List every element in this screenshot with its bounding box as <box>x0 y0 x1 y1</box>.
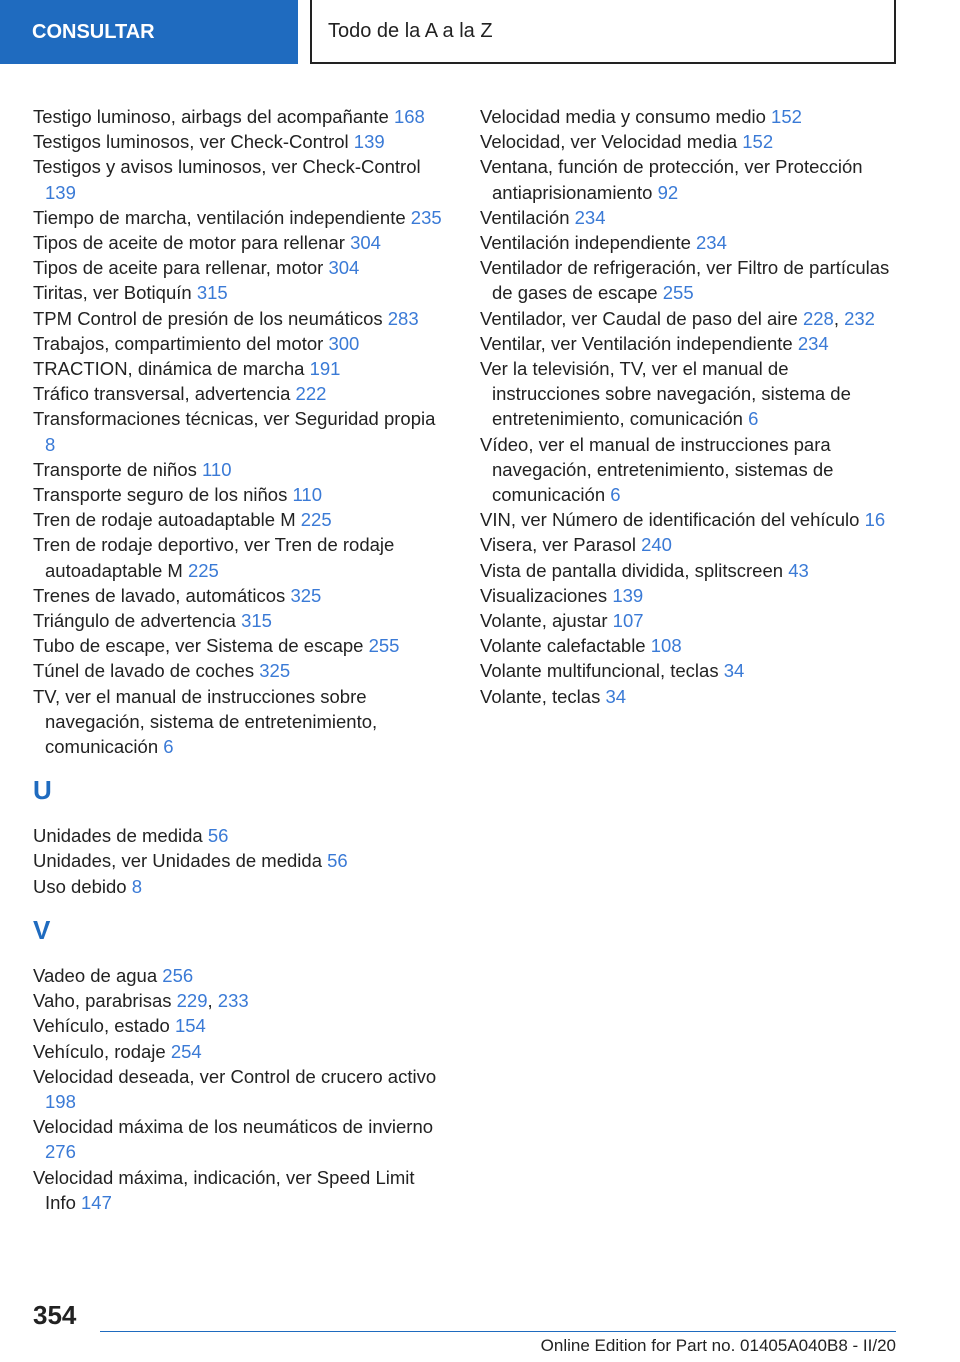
index-entry-text: Ventilador de refrigeración, ver Filtro de partículas de gases de escape <box>480 257 890 304</box>
index-entry <box>480 356 900 432</box>
index-entry <box>33 255 443 280</box>
page-reference-link[interactable]: 222 <box>295 383 327 405</box>
index-entry-text: Transporte de niños <box>33 458 197 480</box>
page-reference-link[interactable]: 168 <box>393 106 425 127</box>
index-list-v <box>33 963 443 1215</box>
page-reference-link[interactable]: 152 <box>771 106 802 127</box>
page-reference-link[interactable]: 240 <box>641 534 672 556</box>
page-reference-link[interactable]: 276 <box>45 1141 76 1163</box>
index-entry-text: Velocidad, ver Velocidad media <box>480 131 738 153</box>
index-entry-text: Tipos de aceite para rellenar, motor <box>33 257 324 279</box>
page-reference-link[interactable]: 6 <box>610 484 621 506</box>
index-entry <box>33 1114 443 1164</box>
page-reference-link[interactable]: 34 <box>605 685 627 707</box>
index-entry <box>480 583 900 608</box>
index-entry <box>33 104 443 129</box>
section-letter-u: U <box>33 775 52 806</box>
page-reference-link[interactable]: 56 <box>327 850 348 872</box>
index-entry-text: Volante, teclas <box>480 685 601 707</box>
page-reference-link[interactable]: 304 <box>350 232 381 254</box>
index-entry-text: VIN, ver Número de identificación del vehículo <box>480 509 860 531</box>
index-entry-text: Vista de pantalla dividida, splitscreen <box>480 559 784 581</box>
index-entry <box>33 331 443 356</box>
index-entry-text: Tipos de aceite de motor para rellenar <box>33 232 345 254</box>
index-entry <box>480 507 900 532</box>
index-entry <box>33 1039 443 1064</box>
index-entry-text: Velocidad media y consumo medio <box>480 106 766 127</box>
index-entry-text: Ventana, función de protección, ver Protección antiaprisionamiento <box>480 156 863 203</box>
index-entry <box>33 406 443 456</box>
index-entry-text: Ventilación <box>480 206 570 228</box>
index-entry <box>480 608 900 633</box>
page-reference-link[interactable]: 255 <box>368 635 400 657</box>
page-reference-link[interactable]: 139 <box>45 181 76 203</box>
page-reference-link[interactable]: 234 <box>696 232 727 254</box>
index-entry <box>33 129 443 154</box>
index-entry <box>33 205 443 230</box>
index-entry-text: Velocidad deseada, ver Control de crucero activo <box>33 1065 437 1087</box>
index-entry <box>33 507 443 532</box>
index-entry-text: TV, ver el manual de instrucciones sobre navegación, sistema de entretenimiento, comunicación <box>33 685 378 758</box>
index-entry-text: Visualizaciones <box>480 584 608 606</box>
index-entry-text: Volante multifuncional, teclas <box>480 660 719 682</box>
page-reference-link[interactable]: 254 <box>170 1040 202 1062</box>
index-entry <box>33 457 443 482</box>
index-entry-text: Vehículo, rodaje <box>33 1040 166 1062</box>
page-reference-link[interactable]: 43 <box>788 559 809 581</box>
index-entry-text: Tren de rodaje autoadaptable M <box>33 509 296 531</box>
index-entry <box>480 633 900 658</box>
page-reference-link[interactable]: 315 <box>241 610 272 632</box>
index-entry-text: Transporte seguro de los niños <box>33 484 288 506</box>
index-entry-text: Tiritas, ver Botiquín <box>33 282 192 304</box>
index-entry <box>33 482 443 507</box>
index-entry <box>480 205 900 230</box>
index-entry-text: Túnel de lavado de coches <box>33 660 255 682</box>
index-entry <box>480 658 900 683</box>
page-reference-link[interactable]: 235 <box>410 206 442 228</box>
index-entry <box>480 558 900 583</box>
page-reference-link[interactable]: 229 <box>176 990 208 1012</box>
page-reference-link[interactable]: 107 <box>612 610 644 632</box>
page-reference-link[interactable]: 283 <box>387 307 419 329</box>
index-entry <box>33 381 443 406</box>
index-entry <box>33 963 443 988</box>
index-entry-text: TRACTION, dinámica de marcha <box>33 358 305 380</box>
index-entry-text: Vadeo de agua <box>33 964 158 986</box>
index-entry-text: Tiempo de marcha, ventilación independiente <box>33 206 406 228</box>
page-reference-link[interactable]: 56 <box>207 825 229 847</box>
index-entry-text: Ventilar, ver Ventilación independiente <box>480 332 793 354</box>
edition-footer: Online Edition for Part no. 01405A040B8 - II/20 <box>540 1336 896 1355</box>
index-entry <box>33 306 443 331</box>
index-entry-text: Ventilador, ver Caudal de paso del aire <box>480 307 798 329</box>
index-entry-text: Testigos y avisos luminosos, ver Check-Control <box>33 156 421 178</box>
page-reference-link[interactable]: 304 <box>328 257 360 279</box>
index-entry <box>33 230 443 255</box>
page-reference-link[interactable]: 108 <box>650 635 682 657</box>
index-entry-text: Velocidad máxima, indicación, ver Speed Limit Info <box>33 1166 415 1213</box>
index-entry-text: Velocidad máxima de los neumáticos de invierno <box>33 1116 434 1138</box>
index-entry <box>33 874 443 899</box>
page-reference-link[interactable]: 228 <box>802 307 834 329</box>
index-entry <box>33 658 443 683</box>
page-reference-link[interactable]: 139 <box>353 131 385 153</box>
page-reference-link[interactable]: 16 <box>864 509 886 531</box>
index-list-u <box>33 823 443 899</box>
page-reference-link[interactable]: 255 <box>662 282 694 304</box>
index-entry-text: Trenes de lavado, automáticos <box>33 584 286 606</box>
page-reference-link[interactable]: 152 <box>742 131 774 153</box>
section-letter-v: V <box>33 914 51 945</box>
index-entry-text: Trabajos, compartimiento del motor <box>33 332 324 354</box>
index-entry <box>480 432 900 508</box>
index-entry <box>33 1064 443 1114</box>
index-entry <box>480 230 900 255</box>
page-reference-link[interactable]: 110 <box>292 484 322 506</box>
index-entry <box>33 848 443 873</box>
page-reference-link[interactable]: 232 <box>844 307 875 329</box>
index-entry-text: Tráfico transversal, advertencia <box>33 383 291 405</box>
page-reference-link[interactable]: 256 <box>162 964 194 986</box>
index-entry-text: Unidades de medida <box>33 825 203 847</box>
index-entry <box>480 129 900 154</box>
index-entry: Vaho, parabrisas 229, 233 <box>33 990 249 1012</box>
index-entry <box>33 684 443 760</box>
page-reference-link[interactable]: 8 <box>45 433 56 455</box>
index-entry <box>33 1013 443 1038</box>
index-list-v-continued <box>480 104 900 709</box>
page-reference-link[interactable]: 147 <box>81 1191 112 1213</box>
page-reference-link[interactable]: 139 <box>612 584 644 606</box>
page-reference-link[interactable]: 225 <box>187 559 219 581</box>
page-reference-link[interactable]: 6 <box>748 408 759 430</box>
index-entry <box>33 356 443 381</box>
index-entry <box>480 104 900 129</box>
index-entry-text: Uso debido <box>33 875 127 897</box>
index-entry <box>33 280 443 305</box>
page-reference-link[interactable]: 6 <box>163 736 174 758</box>
index-entry-text: Tren de rodaje deportivo, ver Tren de rodaje autoadaptable M <box>33 534 395 581</box>
index-entry-text: Vehículo, estado <box>33 1015 170 1037</box>
index-entry-text: Testigo luminoso, airbags del acompañante <box>33 106 389 127</box>
page-reference-link[interactable]: 315 <box>196 282 228 304</box>
page-reference-link[interactable]: 92 <box>657 181 679 203</box>
section-title: Todo de la A a la Z <box>310 0 896 64</box>
index-entry-text: Testigos luminosos, ver Check-Control <box>33 131 349 153</box>
page-reference-link[interactable]: 198 <box>45 1090 76 1112</box>
page-reference-link[interactable]: 300 <box>328 332 360 354</box>
page-reference-link[interactable]: 325 <box>290 584 322 606</box>
index-entry-text: Visera, ver Parasol <box>480 534 636 556</box>
index-entry-text: Unidades, ver Unidades de medida <box>33 850 322 872</box>
index-entry-text: Ventilación independiente <box>480 232 691 254</box>
page-reference-link[interactable]: 325 <box>259 660 291 682</box>
index-entry-text: Volante, ajustar <box>480 610 608 632</box>
index-entry-text: Tubo de escape, ver Sistema de escape <box>33 635 364 657</box>
index-entry-text: Vaho, parabrisas <box>33 990 172 1012</box>
index-entry <box>480 255 900 305</box>
index-entry-text: Triángulo de advertencia <box>33 610 236 632</box>
page-reference-link[interactable]: 233 <box>217 990 249 1012</box>
page-reference-link[interactable]: 8 <box>131 875 143 897</box>
page-reference-link[interactable]: 234 <box>797 332 829 354</box>
index-entry-text: Transformaciones técnicas, ver Seguridad propia <box>33 408 436 430</box>
index-entry <box>33 608 443 633</box>
index-list-t <box>33 104 443 759</box>
page-reference-link[interactable]: 225 <box>300 509 332 531</box>
footer-divider <box>100 1331 896 1332</box>
index-entry-text: Ver la televisión, TV, ver el manual de instrucciones sobre navegación, sistema de entretenimiento, comunicación <box>480 358 851 430</box>
index-entry-text: Volante calefactable <box>480 635 646 657</box>
index-entry <box>33 823 443 848</box>
index-entry <box>33 154 443 204</box>
index-column-right <box>480 104 900 709</box>
page-reference-link[interactable]: 34 <box>723 660 745 682</box>
page-reference-link[interactable]: 234 <box>574 206 606 228</box>
index-entry <box>33 1165 443 1215</box>
page-number: 354 <box>33 1300 77 1330</box>
index-entry-text: Vídeo, ver el manual de instrucciones para navegación, entretenimiento, sistemas de comunicación <box>480 433 834 506</box>
index-entry <box>33 532 443 582</box>
index-entry <box>480 331 900 356</box>
index-column-left <box>33 104 443 1215</box>
page-reference-link[interactable]: 154 <box>174 1015 206 1037</box>
tab-consultar[interactable]: CONSULTAR <box>0 0 298 64</box>
index-entry: Ventilador, ver Caudal de paso del aire 228, 232 <box>480 307 875 329</box>
page-reference-link[interactable]: 110 <box>202 458 232 480</box>
index-entry <box>33 633 443 658</box>
index-entry <box>480 532 900 557</box>
page-reference-link[interactable]: 191 <box>309 358 341 380</box>
index-entry <box>480 154 900 204</box>
index-entry <box>33 583 443 608</box>
index-entry <box>480 684 900 709</box>
index-entry-text: TPM Control de presión de los neumáticos <box>33 307 383 329</box>
